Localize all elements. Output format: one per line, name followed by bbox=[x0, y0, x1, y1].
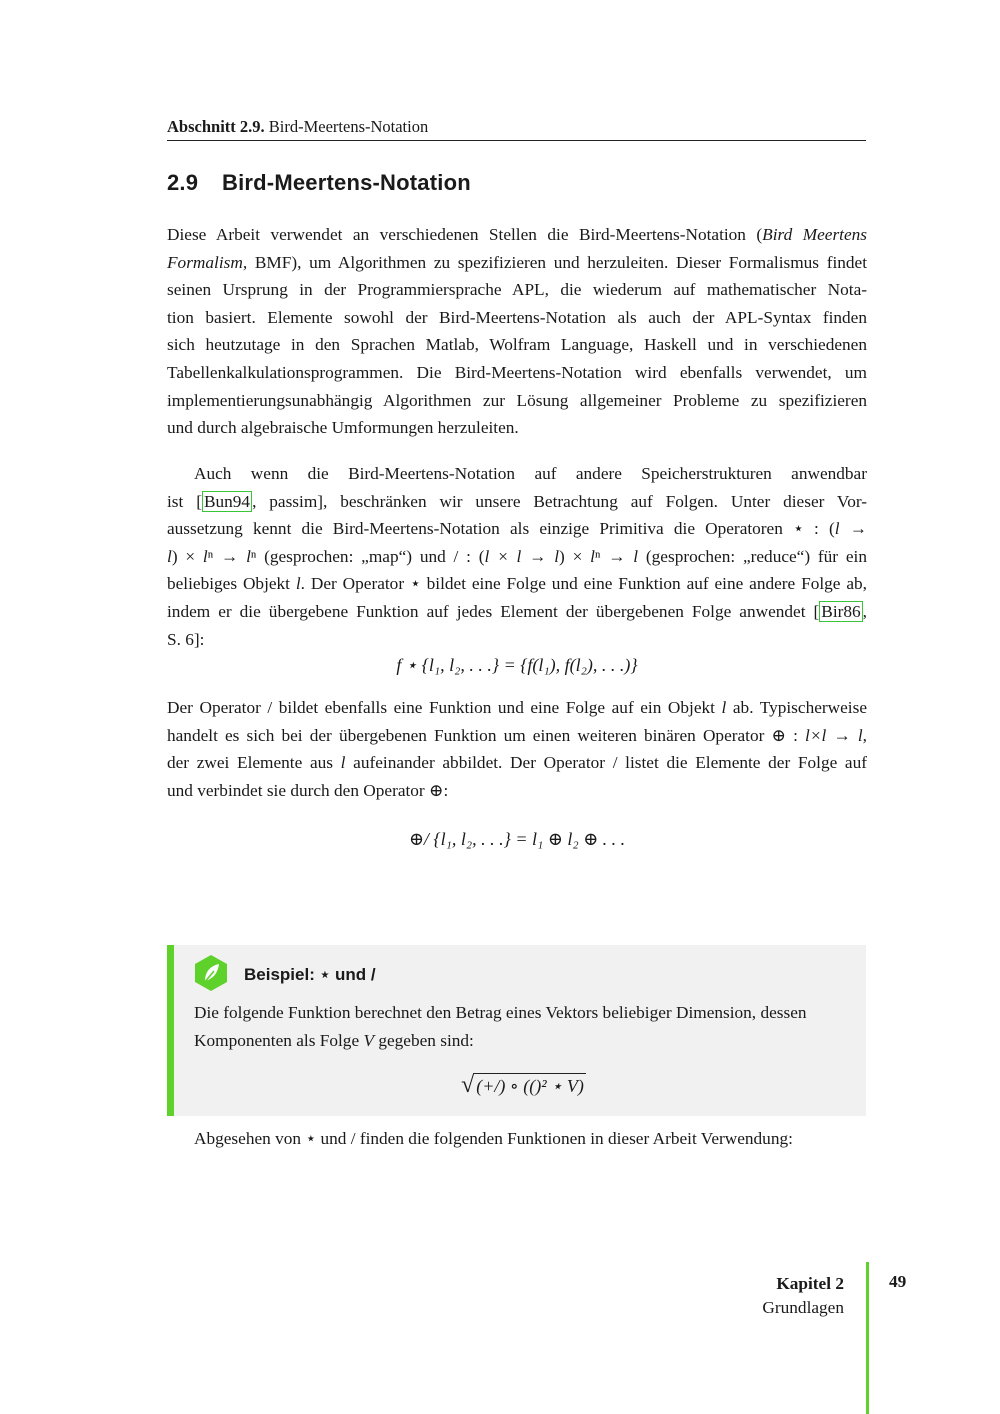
text-line: indem er die übergebene Funktion auf jedes Element der übergebenen Folge anwendet [ Bir86 , bbox=[167, 601, 867, 621]
equation-reduce: ⊕/ {l₁, l₂, . . .} = l₁ ⊕ l₂ ⊕ . . . bbox=[408, 829, 626, 849]
text-line: Diese Arbeit verwendet an verschiedenen Stellen die Bird-Meertens-Notation (Bird Meertens bbox=[167, 225, 868, 244]
header-section-label: Abschnitt 2.9. bbox=[167, 117, 265, 136]
example-box bbox=[167, 945, 866, 1116]
page-number: 49 bbox=[889, 1272, 907, 1291]
text-line: tion basiert. Elemente sowohl der Bird-Meertens-Notation als auch der APL-Syntax finden bbox=[167, 307, 867, 327]
section-number: 2.9 bbox=[167, 170, 199, 195]
example-formula bbox=[174, 1073, 873, 1097]
paragraph-3 bbox=[167, 694, 867, 804]
closing-sentence: Abgesehen von ⋆ und / finden die folgenden Funktionen in dieser Arbeit Verwendung: bbox=[194, 1129, 793, 1148]
text-line: S. 6]: bbox=[167, 629, 205, 649]
text-line: l) × lⁿ → lⁿ (gesprochen: „map“) und / : (l × l → l) × lⁿ → l (gesprochen: „reduce“) für ein bbox=[167, 546, 867, 566]
text-line: seinen Ursprung in der Programmiersprache APL, die wiederum auf mathematischer Nota- bbox=[167, 280, 867, 300]
footer-divider bbox=[866, 1262, 869, 1414]
text-line: Tabellenkalkulationsprogrammen. Die Bird-Meertens-Notation wird ebenfalls verwendet, um bbox=[167, 362, 867, 382]
text-line: Formalism, BMF), um Algorithmen zu spezifizieren und herzuleiten. Dieser Formalismus findet bbox=[167, 252, 867, 272]
paragraph-1 bbox=[167, 221, 867, 442]
footer-chapter-number: Kapitel 2 bbox=[776, 1274, 844, 1293]
section-title bbox=[167, 170, 867, 196]
text-line: implementierungsunabhängig Algorithmen zur Lösung allgemeiner Probleme zu spezifizieren bbox=[167, 390, 867, 410]
equation-map: f ⋆ {l₁, l₂, . . .} = {f(l₁), f(l₂), . . .)} bbox=[396, 655, 638, 675]
header-section-name: Bird-Meertens-Notation bbox=[268, 117, 429, 136]
text-line: handelt es sich bei der übergebenen Funktion um einen weiteren binären Operator ⊕ : l×l → l, bbox=[167, 725, 867, 745]
leaf-icon bbox=[194, 954, 228, 992]
text-line: der zwei Elemente aus l aufeinander abbildet. Der Operator / listet die Elemente der Folge auf bbox=[167, 753, 867, 773]
text-line: ist [ Bun94 , passim], beschränken wir unsere Betrachtung auf Folgen. Unter dieser Vor- bbox=[167, 491, 867, 511]
formula-radicand: (+/) ∘ (()² ⋆ V) bbox=[474, 1073, 586, 1097]
text-line: beliebiges Objekt l. Der Operator ⋆ bildet eine Folge und eine Funktion auf eine andere Folge ab, bbox=[167, 574, 867, 594]
text-line: aussetzung kennt die Bird-Meertens-Notation als einzige Primitiva die Operatoren ⋆ : (l → bbox=[167, 519, 867, 539]
text-line: Der Operator / bildet ebenfalls eine Funktion und eine Folge auf ein Objekt l ab. Typischerweise bbox=[167, 698, 867, 717]
citation-link-bun94[interactable]: Bun94 bbox=[203, 491, 251, 511]
footer-chapter bbox=[762, 1272, 844, 1320]
citation-link-bir86[interactable]: Bir86 bbox=[821, 601, 861, 621]
section-title-text: Bird-Meertens-Notation bbox=[222, 170, 471, 195]
running-header bbox=[167, 117, 866, 141]
example-text: Die folgende Funktion berechnet den Betrag eines Vektors beliebiger Dimension, dessen Komponenten als Folge V gegeben sind: bbox=[194, 1003, 807, 1050]
example-title: Beispiel: ⋆ und / bbox=[244, 965, 376, 984]
text-line: sich heutzutage in den Sprachen Matlab, Wolfram Language, Haskell und in verschiedenen bbox=[167, 335, 867, 355]
paragraph-2 bbox=[167, 460, 867, 653]
text-line: Auch wenn die Bird-Meertens-Notation auf andere Speicherstrukturen anwendbar bbox=[194, 464, 867, 483]
footer-chapter-name: Grundlagen bbox=[762, 1298, 844, 1317]
sqrt-symbol: √ bbox=[461, 1072, 475, 1098]
text-line: und durch algebraische Umformungen herzuleiten. bbox=[167, 418, 519, 438]
text-line: und verbindet sie durch den Operator ⊕: bbox=[167, 780, 449, 800]
